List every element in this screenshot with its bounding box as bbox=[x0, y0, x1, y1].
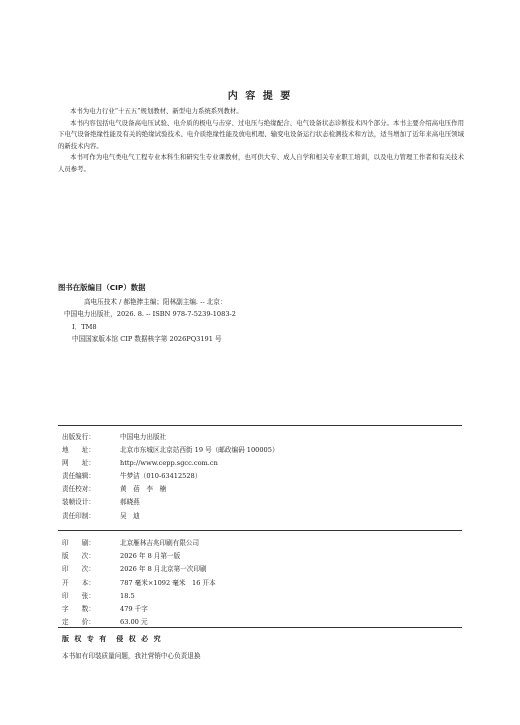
copyright-title: 版 权 专 有 侵 权 必 究 bbox=[62, 635, 163, 643]
field-value: 中国电力出版社 bbox=[120, 433, 167, 441]
publisher-row bbox=[62, 431, 279, 444]
field-value: 787 毫米×1092 毫米 16 开本 bbox=[120, 578, 216, 587]
field-label: 开 本： bbox=[62, 578, 95, 587]
copyright-notice: 本书如有印装质量问题，我社营销中心负责退换 bbox=[62, 652, 201, 660]
print-row bbox=[62, 563, 216, 576]
field-label: 印 刷： bbox=[62, 539, 95, 547]
field-value: 2026 年 8 月北京第一次印刷 bbox=[120, 565, 207, 574]
divider-middle bbox=[58, 530, 462, 531]
cip-record-number: 中国国家版本馆 CIP 数据核字第 2026PQ3191 号 bbox=[72, 335, 222, 344]
cip-publication-line: 中国电力出版社，2026. 8. -- ISBN 978-7-5239-1083-2 bbox=[64, 310, 236, 319]
field-label: 印 张： bbox=[62, 591, 95, 600]
summary-section bbox=[58, 106, 464, 176]
field-value: 吴 迪 bbox=[120, 511, 140, 520]
divider-bottom bbox=[58, 627, 462, 628]
cip-heading: 图书在版编目（CIP）数据 bbox=[58, 283, 146, 292]
print-row bbox=[62, 550, 216, 563]
field-value: 黄 蓓 李 楠 bbox=[120, 485, 167, 494]
publisher-row bbox=[62, 470, 279, 483]
divider-top bbox=[58, 425, 462, 426]
field-value: 牛梦洁（010-63412528） bbox=[120, 472, 202, 481]
field-label: 印 次： bbox=[62, 565, 95, 574]
print-row bbox=[62, 537, 216, 550]
field-label: 字 数： bbox=[62, 605, 95, 614]
publisher-row bbox=[62, 510, 279, 523]
publisher-info bbox=[62, 431, 279, 523]
field-value: http://www.cepp.sgcc.com.cn bbox=[120, 459, 218, 468]
print-row bbox=[62, 590, 216, 603]
cip-title-line: 高电压技术 / 郝艳捧主编；阳林副主编. -- 北京： bbox=[84, 298, 227, 306]
publisher-row bbox=[62, 496, 279, 509]
field-value: 18.5 bbox=[120, 591, 135, 600]
field-value: 北京市东城区北京站西街 19 号（邮政编码 100005） bbox=[120, 446, 279, 455]
publisher-row bbox=[62, 483, 279, 496]
cip-record bbox=[64, 296, 484, 346]
field-label: 定 价： bbox=[62, 618, 95, 627]
summary-paragraph: 本书为电力行业“十五五”规划教材、新型电力系统系列教材。 bbox=[70, 107, 243, 115]
field-label: 责任编辑： bbox=[62, 472, 95, 481]
field-value: 郝晓燕 bbox=[120, 498, 140, 507]
field-label: 地 址： bbox=[62, 446, 95, 455]
field-value: 63.00 元 bbox=[120, 618, 148, 627]
field-label: 出版发行： bbox=[62, 433, 95, 441]
print-info bbox=[62, 537, 216, 629]
field-label: 版 次： bbox=[62, 552, 95, 561]
summary-title: 内 容 提 要 bbox=[227, 91, 293, 102]
print-row bbox=[62, 577, 216, 590]
publisher-row bbox=[62, 457, 279, 470]
field-value: 479 千字 bbox=[120, 605, 148, 614]
field-label: 装帧设计： bbox=[62, 498, 95, 507]
summary-paragraph: 本书可作为电气类电气工程专业本科生和研究生专业课教材，也可供大专、成人自学和相关专业职工培训，以及电力管理工作者和有关技术人员参考。 bbox=[58, 153, 464, 173]
field-label: 网 址： bbox=[62, 459, 95, 468]
summary-paragraph: 本书内容包括电气设备高电压试验、电介质的极电与击穿、过电压与绝缘配合、电气设备状态诊断技术四个部分。本书主要介绍高电压作用下电气设备绝缘性能及有关的绝缘试验技术、电介质绝缘性能及放电机理、输变电设备运行状态检测技术和方法，适当增加了近年来高电压领域的新技术内容。 bbox=[58, 118, 464, 150]
field-value: 2026 年 8 月第一版 bbox=[120, 552, 181, 561]
field-label: 责任校对： bbox=[62, 485, 95, 494]
field-label: 责任印制： bbox=[62, 511, 95, 520]
publisher-row bbox=[62, 444, 279, 457]
field-value: 北京雁林吉兆印刷有限公司 bbox=[120, 539, 200, 547]
print-row bbox=[62, 603, 216, 616]
cip-classification-line: Ⅰ．TM8 bbox=[72, 322, 97, 331]
